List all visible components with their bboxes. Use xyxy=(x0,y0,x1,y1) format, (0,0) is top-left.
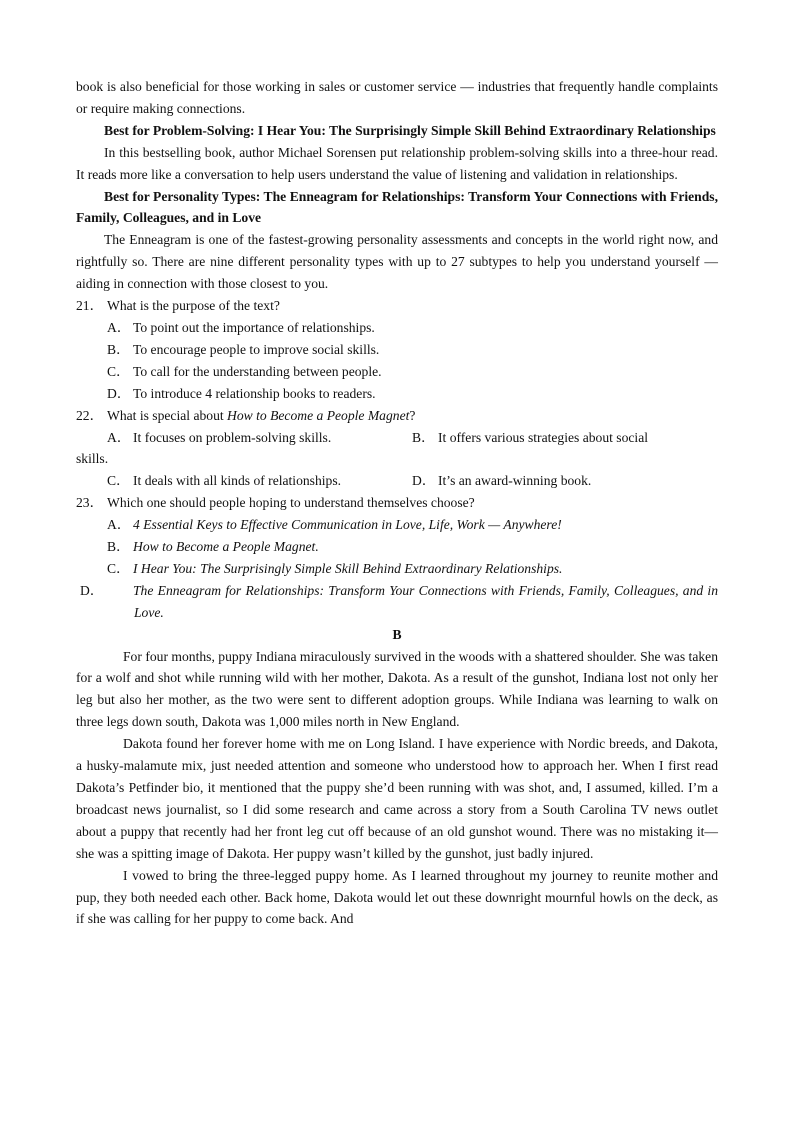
question-22 xyxy=(76,405,718,493)
question-23 xyxy=(76,492,718,623)
section-body-personality-types: The Enneagram is one of the fastest-growing personality assessments and concepts in the world right now, and rightfully so. There are nine different personality types with up to 27 subtypes to help you understand yourself — aiding in connection with those closest to you. xyxy=(76,232,718,292)
option-a xyxy=(107,427,412,449)
option-d xyxy=(76,580,718,624)
option-label: C． xyxy=(107,560,130,576)
option-b xyxy=(76,536,718,558)
section-body-problem-solving: In this bestselling book, author Michael Sorensen put relationship problem-solving skills into a three-hour read. It reads more like a conversation to help users understand the value of listening and validation in relationships. xyxy=(76,144,718,182)
option-c xyxy=(76,361,718,383)
option-label: B． xyxy=(107,341,130,357)
option-text: It offers various strategies about social xyxy=(438,429,649,445)
option-text: To point out the importance of relationships. xyxy=(133,319,375,335)
option-label: A． xyxy=(107,429,131,445)
option-text: The Enneagram for Relationships: Transform Your Connections with Friends, Family, Colleagues, and in Love. xyxy=(133,582,718,620)
document-page xyxy=(76,76,718,930)
option-text: 4 Essential Keys to Effective Communication in Love, Life, Work — Anywhere! xyxy=(133,517,562,533)
passage-b-title: B xyxy=(392,626,402,642)
passage-b-paragraph: I vowed to bring the three-legged puppy home. As I learned throughout my journey to reunite mother and pup, they both needed each other. Back home, Dakota would let out these downright mournful howls on the deck, as if she was calling for her puppy to come back. And xyxy=(76,867,718,927)
option-label: D． xyxy=(80,582,104,598)
question-21 xyxy=(76,295,718,405)
option-b xyxy=(412,427,648,449)
option-text: How to Become a People Magnet. xyxy=(133,539,319,555)
option-d xyxy=(412,470,591,492)
option-text: To introduce 4 relationship books to readers. xyxy=(133,385,376,401)
question-number: 21． xyxy=(76,298,104,314)
option-label: C． xyxy=(107,473,130,489)
passage-b-paragraph: For four months, puppy Indiana miraculously survived in the woods with a shattered shoulder. She was taken for a wolf and shot while running wild with her mother, Dakota. As a result of the gunshot, Indiana lost not only her leg but also her mother, as the two were sent to different adoption groups. While Indiana was learning to walk on three legs down south, Dakota was 1,000 miles north in New England. xyxy=(76,648,718,730)
option-label: A． xyxy=(107,517,131,533)
option-text: To encourage people to improve social skills. xyxy=(133,341,380,357)
question-stem-before: What is special about xyxy=(107,407,228,423)
option-d xyxy=(76,383,718,405)
option-label: B． xyxy=(412,429,435,445)
option-label: C． xyxy=(107,363,130,379)
option-c xyxy=(76,558,718,580)
option-text: To call for the understanding between people. xyxy=(133,363,382,379)
option-c xyxy=(107,470,412,492)
option-text: It’s an award-winning book. xyxy=(438,473,592,489)
section-heading-problem-solving: Best for Problem-Solving: I Hear You: The Surprisingly Simple Skill Behind Extraordinary Relationships xyxy=(104,122,716,138)
option-b xyxy=(76,339,718,361)
option-text: It deals with all kinds of relationships. xyxy=(133,473,342,489)
option-label: D． xyxy=(107,385,131,401)
option-label: D． xyxy=(412,473,436,489)
option-b-wrap: skills. xyxy=(76,451,109,467)
section-heading-personality-types: Best for Personality Types: The Enneagram for Relationships: Transform Your Connections with Friends, Family, Colleagues, and in Love xyxy=(76,188,718,226)
option-label: B． xyxy=(107,539,130,555)
option-label: A． xyxy=(107,319,131,335)
question-stem: What is the purpose of the text? xyxy=(107,298,280,314)
question-number: 22． xyxy=(76,407,104,423)
question-stem: Which one should people hoping to understand themselves choose? xyxy=(107,495,475,511)
question-stem-title: How to Become a People Magnet xyxy=(227,407,410,423)
option-a xyxy=(76,317,718,339)
question-stem-after: ? xyxy=(409,407,416,423)
option-a xyxy=(76,514,718,536)
intro-tail-paragraph: book is also beneficial for those working in sales or customer service — industries that frequently handle complaints or require making connections. xyxy=(76,79,718,116)
passage-b-paragraph: Dakota found her forever home with me on Long Island. I have experience with Nordic breeds, and Dakota, a husky-malamute mix, just needed attention and someone who understood how to approach her. When I first read Dakota’s Petfinder bio, it mentioned that the puppy she’d been running with was shot, and, I assumed, killed. I’m a broadcast news journalist, so I did some research and came across a story from a South Carolina TV news outlet about a puppy that recently had her front leg cut off because of an old gunshot wound. There was no mistaking it—she was a spitting image of Dakota. Her puppy wasn’t killed by the gunshot, just badly injured. xyxy=(76,736,718,861)
question-number: 23． xyxy=(76,495,104,511)
option-text: I Hear You: The Surprisingly Simple Skill Behind Extraordinary Relationships. xyxy=(133,560,563,576)
option-text: It focuses on problem-solving skills. xyxy=(133,429,332,445)
